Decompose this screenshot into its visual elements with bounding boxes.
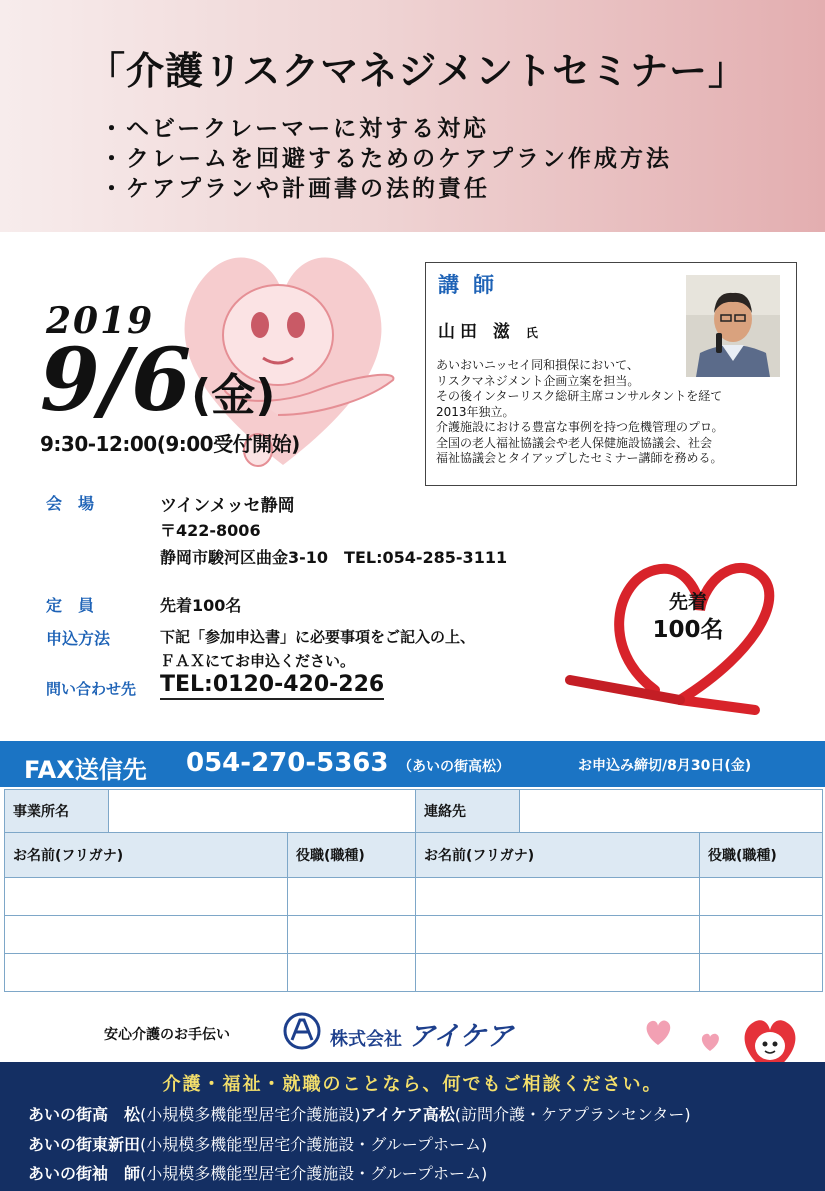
name-field[interactable] [5,916,288,954]
fax-place: （あいの街高松） [398,759,510,775]
contact-tel: TEL:0120-420-226 [160,672,384,700]
footer [0,1062,825,1191]
bio-line: リスクマネジメント企画立案を担当。 [436,373,640,388]
facility-desc: (訪問介護・ケアプランセンター) [454,1105,691,1124]
bio-line: 介護施設における豊富な事例を持つ危機管理のプロ。 [436,420,724,434]
position-field[interactable] [700,916,823,954]
footer-lead: 介護・福祉・就職のことなら、何でもご相談ください。 [162,1074,663,1095]
ribbon-line-2: 100名 [652,617,724,643]
facility-name: あいの街袖 師 [28,1164,141,1183]
venue-label: 会 場 [46,494,95,513]
facility-row [28,1132,487,1155]
table-row [5,916,823,954]
ribbon-label [648,588,728,644]
capacity-label: 定 員 [46,596,95,615]
lecturer-name-text: 山田 滋 [438,322,515,342]
event-weekday: (金) [191,370,276,421]
fax-deadline: お申込み締切/8月30日(金) [578,758,752,774]
facility-name: アイケア高松 [360,1105,455,1124]
facility-row [28,1102,691,1125]
name-header-left: お名前(フリガナ) [5,833,288,878]
topic-list [100,114,672,204]
lecturer-honorific: 氏 [525,326,538,340]
name-field[interactable] [416,916,700,954]
aicare-logo-icon [282,1012,322,1050]
facility-desc: (小規模多機能型居宅介護施設・グループホーム) [140,1164,488,1183]
facility-name: あいの街東新田 [28,1135,141,1154]
office-name-field[interactable] [109,790,416,833]
ribbon-line-1: 先着 [668,591,707,613]
fax-bar [0,741,825,787]
bio-line: 福祉協議会とタイアップしたセミナー講師を務める。 [436,451,723,465]
company-prefix: 株式会社 [330,1029,402,1050]
capacity-value: 先着100名 [160,596,242,615]
company-tagline: 安心介護のお手伝い [104,1027,230,1043]
venue-zip: 〒422-8006 [160,521,261,540]
venue-address: 静岡市駿河区曲金3-10 TEL:054-285-3111 [160,548,508,567]
event-date [40,330,275,431]
name-field[interactable] [5,878,288,916]
name-field[interactable] [416,954,700,992]
name-field[interactable] [416,878,700,916]
company-brand: アイケア [408,1021,514,1052]
lecturer-name [438,317,538,342]
topic-item: ・ケアプランや計画書の法的責任 [100,176,490,202]
office-name-label: 事業所名 [5,790,109,833]
position-field[interactable] [700,954,823,992]
bio-line: 全国の老人福祉協議会や老人保健施設協議会、社会 [436,435,713,450]
position-field[interactable] [288,878,416,916]
lecturer-label: 講師 [438,273,508,297]
facility-desc: (小規模多機能型居宅介護施設・グループホーム) [140,1135,488,1154]
position-field[interactable] [288,954,416,992]
bio-line: その後インターリスク総研主席コンサルタントを経て [436,389,723,403]
venue-name: ツインメッセ静岡 [160,496,295,516]
name-header-right: お名前(フリガナ) [416,833,700,878]
name-field[interactable] [5,954,288,992]
facility-name: あいの街高 松 [28,1105,141,1124]
position-field[interactable] [288,916,416,954]
event-year: 2019 [46,300,155,342]
facility-row [28,1161,487,1184]
application-form [4,789,823,992]
facility-desc: (小規模多機能型居宅介護施設) [140,1105,361,1124]
seminar-title: 「介護リスクマネジメントセミナー」 [87,49,747,93]
event-time: 9:30-12:00(9:00受付開始) [40,432,300,456]
hearts-icon [640,1015,730,1055]
position-header-left: 役職(職種) [288,833,416,878]
apply-label: 申込方法 [46,629,111,648]
topic-item: ・クレームを回避するためのケアプラン作成方法 [100,146,672,172]
fax-number: 054-270-5363 [186,748,389,778]
lecturer-box [425,262,797,486]
bio-line: あいおいニッセイ同和損保において、 [436,358,639,372]
contact-label: 問い合わせ先 [46,680,137,698]
company-name [330,1014,513,1053]
table-row [5,878,823,916]
contact-info-field[interactable] [520,790,823,833]
contact-info-label: 連絡先 [416,790,520,833]
header-banner [0,0,825,232]
fax-label: FAX送信先 [24,756,147,784]
topic-item: ・ヘビークレーマーに対する対応 [100,116,490,142]
position-field[interactable] [700,878,823,916]
position-header-right: 役職(職種) [700,833,823,878]
apply-line-2: ＦＡＸにてお申込ください。 [160,652,356,670]
bio-line: 2013年独立。 [436,404,515,419]
apply-line-1: 下記「参加申込書」に必要事項をご記入の上、 [160,628,476,646]
lecturer-bio [436,358,796,467]
event-date-value: 9/6 [40,330,192,431]
table-row [5,954,823,992]
